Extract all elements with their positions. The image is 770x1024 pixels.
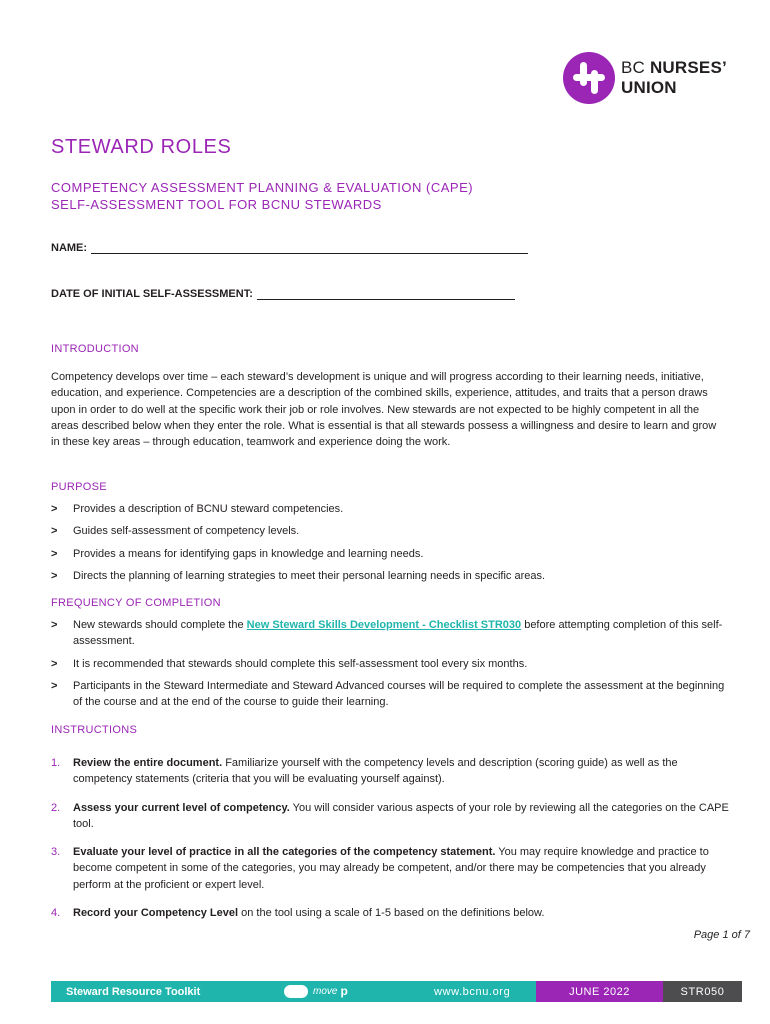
- checklist-str030-link[interactable]: New Steward Skills Development - Checklist STR030: [246, 619, 522, 631]
- chevron-icon: >: [51, 503, 58, 515]
- list-item: > Guides self-assessment of competency levels.: [51, 523, 731, 539]
- instructions-list: [51, 755, 731, 921]
- purpose-list: [51, 501, 731, 584]
- date-label: DATE OF INITIAL SELF-ASSESSMENT:: [51, 288, 253, 300]
- footer-website[interactable]: www.bcnu.org: [434, 981, 536, 1002]
- move-pill-icon: [284, 985, 308, 998]
- introduction-heading: INTRODUCTION: [51, 343, 139, 355]
- chevron-icon: >: [51, 525, 58, 538]
- list-item: > New stewards should complete the New Steward Skills Development - Checklist STR030 before attempting completion of this self-assessment.: [51, 619, 723, 648]
- bcnu-logo-icon: [563, 52, 615, 104]
- page-subtitle: COMPETENCY ASSESSMENT PLANNING & EVALUATION (CAPE) SELF-ASSESSMENT TOOL FOR BCNU STEWARDS: [51, 180, 474, 212]
- list-item: 4. Record your Competency Level on the tool using a scale of 1-5 based on the definitions below.: [51, 907, 545, 920]
- instructions-heading: INSTRUCTIONS: [51, 724, 138, 736]
- bcnu-logo: [563, 52, 743, 106]
- name-line[interactable]: [91, 243, 528, 254]
- footer-bar: [51, 981, 742, 1002]
- move-logo: [284, 984, 348, 998]
- frequency-list: [51, 617, 731, 710]
- footer-code: STR050: [663, 981, 742, 1002]
- page-number: Page 1 of 7: [693, 929, 750, 941]
- footer-date: JUNE 2022: [536, 981, 663, 1002]
- name-label: NAME:: [51, 242, 88, 254]
- list-item: > Provides a description of BCNU steward competencies.: [51, 501, 731, 517]
- list-item: > Participants in the Steward Intermediate and Steward Advanced courses will be required to complete the assessment at the beginning of the course and at the end of the course to guide their learning.: [51, 679, 725, 709]
- list-item: 1. Review the entire document. Familiarize yourself with the competency levels and description (scoring guide) as well as the competency statements (criteria that you will be evaluating yourself against).: [51, 757, 678, 786]
- chevron-icon: >: [51, 547, 58, 560]
- move-p-icon: p: [340, 984, 348, 998]
- purpose-heading: PURPOSE: [51, 481, 107, 493]
- date-field[interactable]: [51, 288, 515, 300]
- introduction-text: Competency develops over time – each steward’s development is unique and will progress according to their learning needs, initiative, education, and experience. Competencies are a description of the combined skills, experience, attitudes, and traits that a person draws upon in order to do well at the specific work their job or role involves. New stewards are not expected to be highly competent in all the areas described below when they enter the role. What is essential is that all stewards possess a willingness and desire to learn and grow in these key areas – through education, teamwork and experience doing the work.: [51, 371, 717, 449]
- list-item: > Directs the planning of learning strategies to meet their personal learning needs in specific areas.: [51, 568, 731, 584]
- name-field[interactable]: [51, 242, 528, 254]
- list-item: > It is recommended that stewards should complete this self-assessment tool every six months.: [51, 656, 731, 672]
- footer-toolkit-label: Steward Resource Toolkit: [66, 985, 201, 998]
- chevron-icon: >: [51, 679, 58, 692]
- list-item: > Provides a means for identifying gaps in knowledge and learning needs.: [51, 546, 731, 562]
- chevron-icon: >: [51, 569, 58, 582]
- move-label: move: [313, 985, 338, 997]
- bcnu-logo-text: BC NURSES’ UNION: [621, 58, 727, 97]
- frequency-heading: FREQUENCY OF COMPLETION: [51, 597, 221, 609]
- page-title: STEWARD ROLES: [51, 136, 232, 158]
- footer-toolkit: [51, 981, 434, 1002]
- list-item: 3. Evaluate your level of practice in all the categories of the competency statement. You may require knowledge and practice to become competent in some of the categories, you may already be competent, and/or there may be competencies that you already perform at the proficient or expert level.: [51, 846, 709, 891]
- chevron-icon: >: [51, 619, 58, 631]
- chevron-icon: >: [51, 657, 58, 670]
- list-item: 2. Assess your current level of competency. You will consider various aspects of your role by reviewing all the categories on the CAPE tool.: [51, 801, 729, 830]
- date-line[interactable]: [257, 289, 515, 300]
